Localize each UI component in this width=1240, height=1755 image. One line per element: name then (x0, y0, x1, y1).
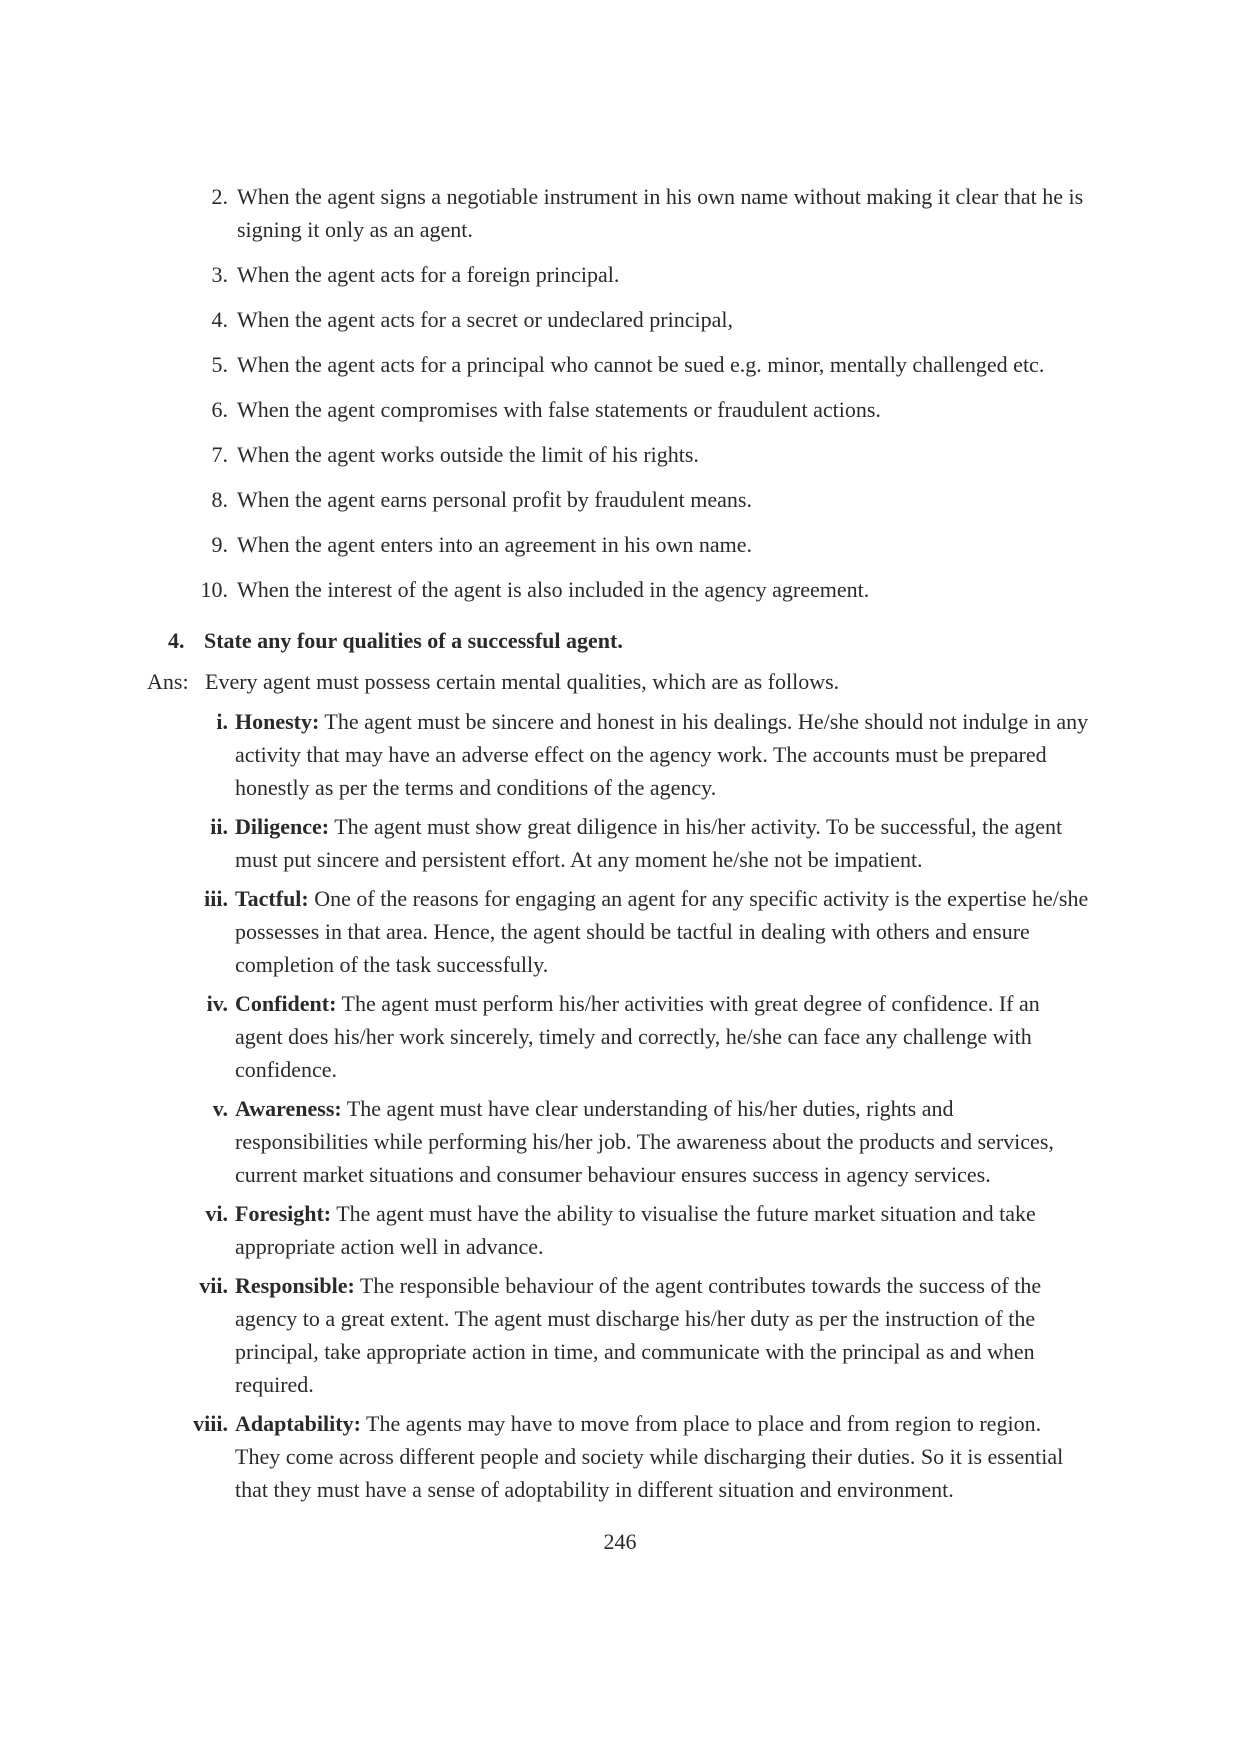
quality-heading: Foresight: (235, 1201, 332, 1226)
question-text: State any four qualities of a successful agent. (204, 628, 623, 653)
roman-numeral: viii. (193, 1411, 228, 1436)
question-heading (168, 624, 1068, 657)
quality-text: One of the reasons for engaging an agent for any specific activity is the expertise he/she possesses in that area. Hence, the agent should be tactful in dealing with others and ensure completion of the task successfully. (235, 886, 1089, 977)
list-item (190, 180, 1090, 246)
item-number: 3. (211, 262, 228, 287)
roman-numeral: v. (212, 1096, 228, 1121)
quality-text: The agent must perform his/her activities with great degree of confidence. If an agent does his/her work sincerely, timely and correctly, he/she can face any challenge with confidence. (235, 991, 1040, 1082)
quality-heading: Awareness: (235, 1096, 342, 1121)
item-number: 4. (211, 307, 228, 332)
qualities-list (170, 705, 1090, 1512)
quality-heading: Confident: (235, 991, 337, 1016)
answer-intro (147, 665, 1097, 698)
quality-heading: Adaptability: (235, 1411, 361, 1436)
item-number: 9. (211, 532, 228, 557)
quality-item (170, 1092, 1090, 1191)
quality-item (170, 810, 1090, 876)
quality-item (170, 1197, 1090, 1263)
item-number: 8. (211, 487, 228, 512)
roman-numeral: iv. (206, 991, 228, 1016)
item-number: 5. (211, 352, 228, 377)
roman-numeral: vii. (199, 1273, 228, 1298)
item-number: 7. (211, 442, 228, 467)
roman-numeral: ii. (210, 814, 228, 839)
quality-text: The agent must have clear understanding of his/her duties, rights and responsibilities while performing his/her job. The awareness about the products and services, current market situations and consumer behaviour ensures success in agency services. (235, 1096, 1054, 1187)
answer-label: Ans: (147, 669, 189, 694)
list-item (190, 303, 1090, 336)
item-text: When the agent acts for a foreign principal. (237, 262, 620, 287)
quality-heading: Honesty: (235, 709, 320, 734)
quality-text: The agent must be sincere and honest in his dealings. He/she should not indulge in any activity that may have an adverse effect on the agency work. The accounts must be prepared honestly as per the terms and conditions of the agency. (235, 709, 1089, 800)
list-item (190, 258, 1090, 291)
item-text: When the agent works outside the limit of his rights. (237, 442, 699, 467)
list-item (190, 483, 1090, 516)
quality-item (170, 1269, 1090, 1401)
quality-heading: Responsible: (235, 1273, 355, 1298)
quality-text: The agent must have the ability to visualise the future market situation and take appropriate action well in advance. (235, 1201, 1036, 1259)
quality-heading: Diligence: (235, 814, 330, 839)
numbered-list (190, 180, 1090, 618)
page-number: 246 (603, 1529, 637, 1554)
list-item (190, 438, 1090, 471)
item-text: When the agent acts for a principal who cannot be sued e.g. minor, mentally challenged etc. (237, 352, 1045, 377)
item-text: When the agent signs a negotiable instrument in his own name without making it clear that he is signing it only as an agent. (237, 184, 1084, 242)
item-number: 2. (211, 184, 228, 209)
quality-item (170, 705, 1090, 804)
quality-heading: Tactful: (235, 886, 309, 911)
list-item (190, 528, 1090, 561)
list-item (190, 573, 1090, 606)
item-number: 6. (211, 397, 228, 422)
quality-text: The agents may have to move from place to place and from region to region. They come across different people and society while discharging their duties. So it is essential that they must have a sense of adoptability in different situation and environment. (235, 1411, 1064, 1502)
item-text: When the agent compromises with false statements or fraudulent actions. (237, 397, 881, 422)
list-item (190, 348, 1090, 381)
item-text: When the interest of the agent is also included in the agency agreement. (237, 577, 870, 602)
list-item (190, 393, 1090, 426)
quality-text: The responsible behaviour of the agent contributes towards the success of the agency to a great extent. The agent must discharge his/her duty as per the instruction of the principal, take appropriate action in time, and communicate with the principal as and when required. (235, 1273, 1042, 1397)
roman-numeral: iii. (204, 886, 228, 911)
quality-text: The agent must show great diligence in his/her activity. To be successful, the agent must put sincere and persistent effort. At any moment he/she not be impatient. (235, 814, 1063, 872)
quality-item (170, 882, 1090, 981)
item-number: 10. (200, 577, 228, 602)
item-text: When the agent enters into an agreement in his own name. (237, 532, 752, 557)
answer-intro-text: Every agent must possess certain mental qualities, which are as follows. (205, 669, 840, 694)
quality-item (170, 1407, 1090, 1506)
roman-numeral: i. (216, 709, 228, 734)
quality-item (170, 987, 1090, 1086)
question-number: 4. (168, 628, 185, 653)
roman-numeral: vi. (205, 1201, 228, 1226)
item-text: When the agent acts for a secret or undeclared principal, (237, 307, 733, 332)
item-text: When the agent earns personal profit by fraudulent means. (237, 487, 752, 512)
